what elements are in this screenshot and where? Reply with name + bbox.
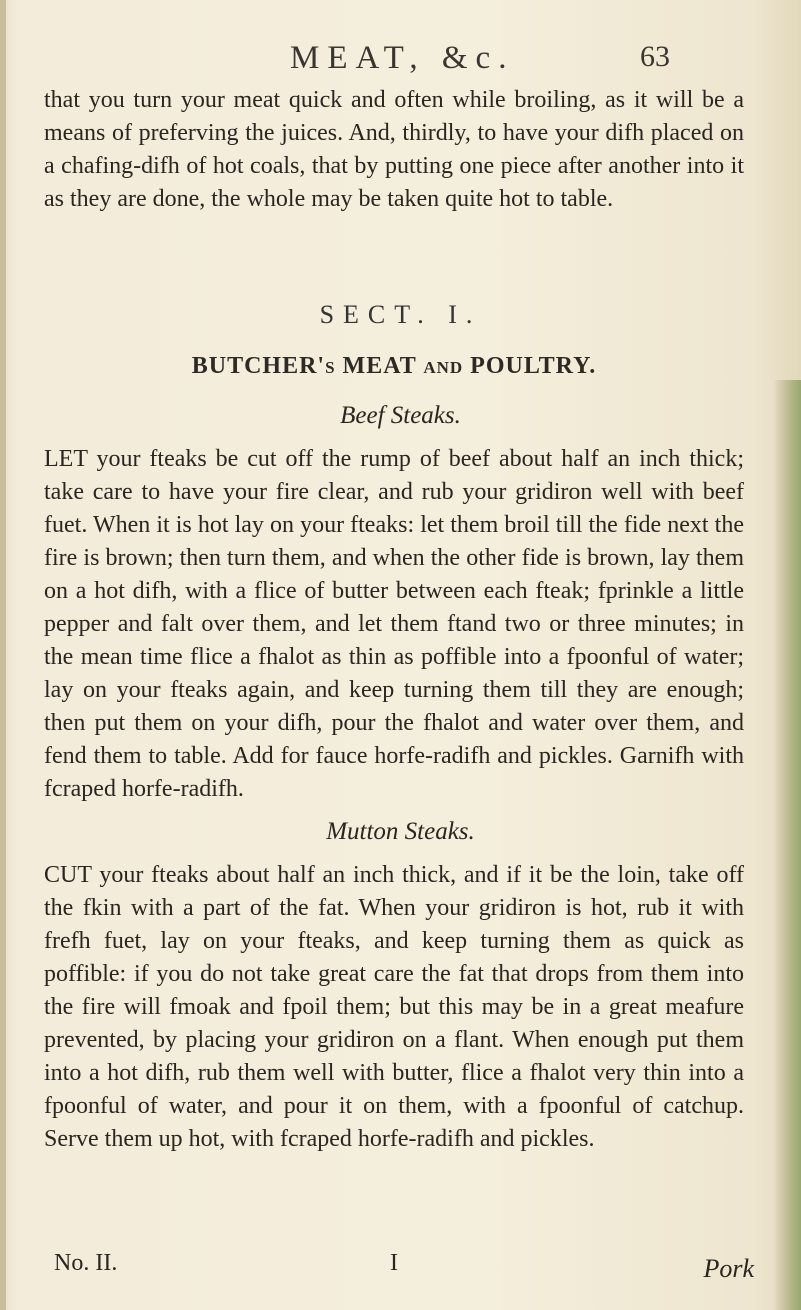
catchword: Pork — [703, 1254, 754, 1283]
section-subheading: BUTCHER's MEAT and POULTRY. — [191, 353, 597, 379]
recipe-text-beef-steaks: LET your fteaks be cut off the rump of beef about half an inch thick; take care to have your fire clear, and rub your gridiron well with beef fuet. When it is hot lay on your fteaks: let them broil till the fide next the fire is brown; then turn them, and when the other fide is brown, lay them on a hot difh, with a flice of butter between each fteak; fprinkle a little pepper and falt over them, and let them ftand two or three minutes; in the mean time flice a fhalot as thin as poffible into a fpoonful of water; lay on your fteaks again, and keep turning them till they are enough; then put them on your difh, pour the fhalot and water over them, and fend them to table. Add for fauce horfe-radifh and pickles. Garnifh with fcraped horfe-radifh. — [44, 446, 744, 802]
recipe-text-mutton-steaks: CUT your fteaks about half an inch thick, and if it be the loin, take off the fkin with a part of the fat. When your gridiron is hot, rub it with frefh fuet, lay on your fteaks, and keep turning them as quick as poffible: if you do not take great care the fat that drops from them into the fire will fmoak and fpoil them; but this may be in a great meafure prevented, by placing your gridiron on a flant. When enough put them into a hot difh, rub them well with butter, flice a fhalot very thin into a fpoonful of water, and pour it on them, with a fpoonful of catchup. Serve them up hot, with fcraped horfe-radifh and pickles. — [44, 862, 744, 1152]
page-number: 63 — [640, 40, 670, 73]
recipe-title-mutton-steaks: Mutton Steaks. — [326, 818, 475, 845]
sheet-letter: I — [390, 1250, 398, 1276]
running-title: MEAT, &c. — [290, 40, 515, 76]
intro-paragraph: that you turn your meat quick and often while broiling, as it will be a means of preferving the juices. And, thirdly, to have your difh placed on a chafing-difh of hot coals, that by putting one piece after another into it as they are done, the whole may be taken quite hot to table. — [44, 87, 744, 212]
page-footer — [40, 1250, 754, 1286]
signature-mark: No. II. — [54, 1250, 118, 1276]
page-header — [290, 40, 670, 80]
section-heading: SECT. I. — [319, 300, 482, 329]
recipe-title-beef-steaks: Beef Steaks. — [340, 402, 461, 429]
page-spine-shadow — [0, 0, 6, 1310]
